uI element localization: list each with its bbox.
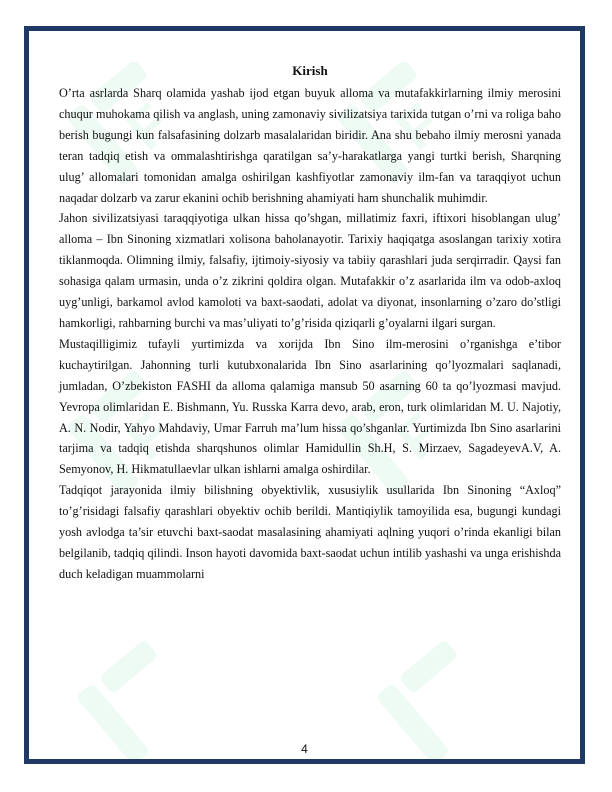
paragraph-2: Jahon sivilizatsiyasi taraqqiyotiga ulkan hissa qo’shgan, millatimiz faxri, iftixori hisoblangan ulug’ alloma – Ibn Sinoning xizmatlari xolisona baholanayotir. Tarixiy haqiqatga asoslangan tarixiy xotira tiklanmoqda. Olimning ilmiy, falsafiy, ijtimoiy-siyosiy va tabiiy qarashlari juda serqirradir. Qaysi fan sohasiga qalam urmasin, unda o’z zikrini qoldira olgan. Mutafakkir o’z asarlarida ilm va odob-axloq uyg’unligi, barkamol avlod kamoloti va baxt-saodati, adolat va diyonat, insonlarning o’zaro do’stligi hamkorligi, rahbarning burchi va mas’uliyati to’g’risida qiziqarli g’oyalarni ilgari surgan. bbox=[59, 211, 561, 330]
document-body bbox=[59, 61, 561, 585]
svg-text:F: F bbox=[114, 401, 182, 472]
page-border bbox=[24, 26, 585, 764]
svg-text:F: F bbox=[384, 91, 452, 162]
page-number: 4 bbox=[301, 742, 308, 756]
paragraph-1: O’rta asrlarda Sharq olamida yashab ijod etgan buyuk alloma va mutafakkirlarning ilmiy merosini chuqur muhokama qilish va anglash, uning zamonaviy sivilizatsiya tarixida tutgan o’rni va roliga baho berish bugungi kun falsafasining dolzarb masalalaridan biridir. Ana shu bebaho ilmiy merosni yanada teran tadqiq etish va ommalashtirishga qaratilgan sa’y-harakatlarga yangi turtki berish, Sharqning ulug’ allomalari tomonidan amalga oshirilgan kashfiyotlar zamonaviy ilm-fan va taraqqiyot uchun naqadar dolzarb va zarur ekanini ochib berishning ahamiyati ham shunchalik muhimdir. bbox=[59, 86, 561, 205]
svg-text:F: F bbox=[114, 91, 182, 162]
paragraph-4: Tadqiqot jarayonida ilmiy bilishning obyektivlik, xususiylik usullarida Ibn Sinoning “Axloq” to’g’risidagi falsafiy qarashlari obyektiv ochib berildi. Mantiqiylik tamoyilida esa, bugungi kundagi yosh avlodga ta’sir etuvchi baxt-saodat masalasining ahamiyati aqlning yuqori o’rinda ekanligi bilan belgilanib, tadqiq qilindi. Inson hayoti davomida baxt-saodat uchun intilib yashashi va unga erishishda duch keladigan muammolarni bbox=[59, 483, 561, 581]
page-title: Kirish bbox=[292, 63, 328, 78]
paragraph-3: Mustaqilligimiz tufayli yurtimizda va xorijda Ibn Sino ilm-merosini o’rganishga e’tibor kuchaytirilgan. Jahonning turli kutubxonalarida Ibn Sino asarlarining qo’lyozmalari saqlanadi, jumladan, O’zbekiston FASHI da alloma qalamiga mansub 50 asarning 60 ta qo’lyozmasi mavjud. Yevropa olimlaridan E. Bishmann, Yu. Russka Karra devo, arab, eron, turk olimlaridan M. U. Najotiy, A. N. Nodir, Yahyo Mahdaviy, Umar Farruh ma’lum hissa qo’shganlar. Yurtimizda Ibn Sino asarlarini tarjima va tadqiq etishda sharqshunos olimlar Hamidullin Sh.H, S. Mirzaev, SagadeyevA.V, A. Semyonov, H. Hikmatullaevlar ulkan ishlarni amalga oshirdilar. bbox=[59, 336, 561, 477]
svg-text:F: F bbox=[384, 401, 452, 472]
